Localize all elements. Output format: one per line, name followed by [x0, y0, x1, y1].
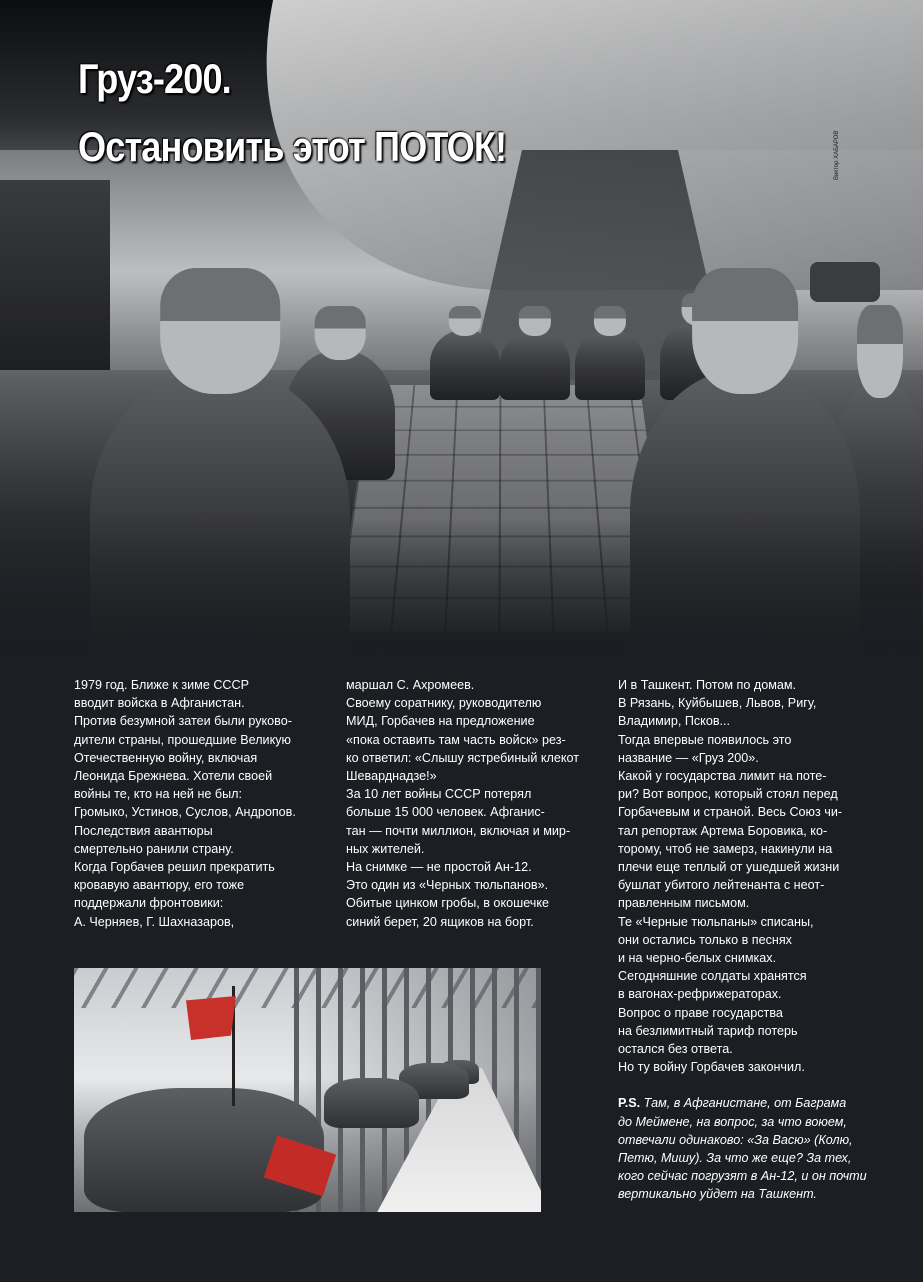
text-line: название — «Груз 200».	[618, 750, 759, 765]
text-line: Какой у государства лимит на поте-	[618, 769, 827, 784]
text-line: А. Черняев, Г. Шахназаров,	[74, 914, 235, 929]
text-line: Леонида Брежнева. Хотели своей	[74, 769, 273, 784]
text-line: кровавую авантюру, его тоже	[74, 878, 245, 893]
text-line: бушлат убитого лейтенанта с неот-	[618, 878, 825, 893]
text-line: смертельно ранили страну.	[74, 841, 234, 856]
postscript-label: P.S.	[618, 1096, 641, 1111]
text-line: Горбачевым и страной. Весь Союз чи-	[618, 805, 843, 820]
text-line: Обитые цинком гробы, в окошечке	[346, 896, 550, 911]
text-line: поддержали фронтовики:	[74, 896, 224, 911]
text-line: Вопрос о праве государства	[618, 1005, 783, 1020]
photo-credit: Виктор ХАБАРОВ	[834, 130, 840, 180]
text-line: Отечественную войну, включая	[74, 750, 258, 765]
armored-vehicle	[324, 1078, 419, 1128]
text-line: Владимир, Псков...	[618, 714, 731, 729]
text-line: в вагонах-рефрижераторах.	[618, 987, 782, 1002]
text-line: ри? Вот вопрос, который стоял перед	[618, 787, 838, 802]
convoy-photo	[74, 968, 541, 1212]
text-line: отвечали одинаково: «За Васю» (Колю,	[618, 1132, 853, 1147]
text-line: Сегодняшние солдаты хранятся	[618, 969, 807, 984]
text-line: И в Ташкент. Потом по домам.	[618, 678, 797, 692]
truck	[0, 180, 110, 370]
text-line: кого сейчас погрузят в Ан-12, и он почти	[618, 1169, 867, 1184]
text-line: вводит войска в Афганистан.	[74, 696, 245, 711]
text-line: Это один из «Черных тюльпанов».	[346, 878, 549, 893]
text-line: на безлимитный тариф потерь	[618, 1023, 798, 1038]
text-line: войны те, кто на ней не был:	[74, 787, 243, 802]
soldier	[575, 330, 645, 400]
text-line: Но ту войну Горбачев закончил.	[618, 1060, 805, 1075]
text-line: Громыко, Устинов, Суслов, Андропов.	[74, 805, 296, 820]
text-column-1	[74, 676, 329, 931]
text-line: дители страны, прошедшие Великую	[74, 732, 291, 747]
text-line: вертикально уйдет на Ташкент.	[618, 1187, 817, 1202]
text-line: Против безумной затеи были руково-	[74, 714, 292, 729]
text-column-3	[618, 676, 873, 1204]
text-line: больше 15 000 человек. Афганис-	[346, 805, 545, 820]
text-column-2	[346, 676, 601, 931]
text-line: Своему соратнику, руководителю	[346, 696, 542, 711]
text-line: синий берет, 20 ящиков на борт.	[346, 914, 534, 929]
soldier	[500, 330, 570, 400]
text-line: они остались только в песнях	[618, 932, 792, 947]
text-line: Когда Горбачев решил прекратить	[74, 860, 275, 875]
text-column-3-body	[618, 676, 873, 1076]
text-line: Шеварднадзе!»	[346, 769, 437, 784]
aircraft-engine	[810, 262, 880, 302]
text-line: В Рязань, Куйбышев, Львов, Ригу,	[618, 696, 817, 711]
text-line: Те «Черные тюльпаны» списаны,	[618, 914, 814, 929]
postscript	[618, 1094, 873, 1112]
text-line: Тогда впервые появилось это	[618, 732, 792, 747]
text-line: «пока оставить там часть войск» рез-	[346, 732, 566, 747]
text-line: остался без ответа.	[618, 1042, 733, 1057]
soldier	[430, 330, 500, 400]
text-line: торому, чтоб не замерз, накинули на	[618, 841, 833, 856]
text-line: маршал С. Ахромеев.	[346, 678, 475, 692]
text-line: МИД, Горбачев на предложение	[346, 714, 535, 729]
red-flag	[186, 996, 236, 1040]
page-title-line-2: Остановить этот ПОТОК!	[78, 123, 507, 170]
text-line: Последствия авантюры	[74, 823, 213, 838]
text-line: За 10 лет войны СССР потерял	[346, 787, 532, 802]
text-line: 1979 год. Ближе к зиме СССР	[74, 678, 250, 692]
postscript-line: Там, в Афганистане, от Баграма	[640, 1096, 847, 1111]
text-line: правленным письмом.	[618, 896, 750, 911]
postscript-body	[618, 1113, 873, 1204]
text-line: ных жителей.	[346, 841, 425, 856]
text-line: и на черно-белых снимках.	[618, 951, 777, 966]
hero-fade	[0, 520, 923, 660]
text-line: На снимке — не простой Ан-12.	[346, 860, 532, 875]
text-line: Петю, Мишу). За что же еще? За тех,	[618, 1151, 852, 1166]
text-line: тал репортаж Артема Боровика, ко-	[618, 823, 828, 838]
text-line: плечи еще теплый от ушедшей жизни	[618, 860, 840, 875]
page-title-line-1: Груз-200.	[78, 55, 231, 102]
text-line: ко ответил: «Слышу ястребиный клекот	[346, 750, 580, 765]
text-line: до Меймене, на вопрос, за что воюем,	[618, 1114, 847, 1129]
text-line: тан — почти миллион, включая и мир-	[346, 823, 571, 838]
